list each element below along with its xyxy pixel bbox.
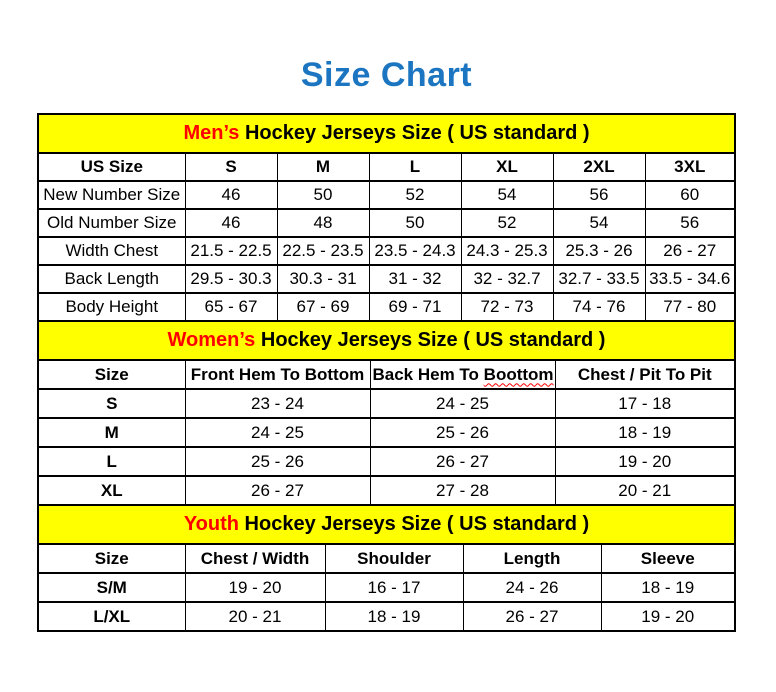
row-label-cell: New Number Size: [39, 181, 185, 209]
value-cell: 17 - 18: [555, 389, 734, 418]
value-cell: 25.3 - 26: [553, 237, 645, 265]
value-cell: 46: [185, 209, 277, 237]
row-label-cell: Back Length: [39, 265, 185, 293]
column-header-cell: Length: [463, 545, 601, 573]
mens-size-table: [39, 154, 734, 322]
page-title: Size Chart: [300, 56, 473, 94]
value-cell: 18 - 19: [555, 418, 734, 447]
table-row: [39, 181, 734, 209]
table-row: [39, 237, 734, 265]
column-header-cell: 3XL: [645, 154, 734, 181]
value-cell: 24.3 - 25.3: [461, 237, 553, 265]
womens-section-band: [39, 322, 734, 361]
value-cell: 24 - 25: [370, 389, 555, 418]
table-row: [39, 265, 734, 293]
row-label-cell: L/XL: [39, 602, 185, 630]
table-row: [39, 447, 734, 476]
value-cell: 50: [369, 209, 461, 237]
womens-header-row: [39, 361, 734, 389]
value-cell: 26 - 27: [185, 476, 370, 505]
value-cell: 48: [277, 209, 369, 237]
value-cell: 20 - 21: [185, 602, 325, 630]
value-cell: 56: [553, 181, 645, 209]
row-label-cell: Old Number Size: [39, 209, 185, 237]
misspelled-word-spellcheck-underline: Boottom: [483, 364, 554, 384]
row-label-cell: Body Height: [39, 293, 185, 321]
value-cell: 60: [645, 181, 734, 209]
mens-section-band: [39, 115, 734, 154]
column-header-cell: Size: [39, 545, 185, 573]
row-label-cell: S/M: [39, 573, 185, 602]
table-row: [39, 602, 734, 630]
column-header-text: Back Hem To: [372, 364, 484, 384]
column-header-cell-misspelled: [370, 361, 555, 389]
value-cell: 18 - 19: [325, 602, 463, 630]
value-cell: 56: [645, 209, 734, 237]
column-header-cell: L: [369, 154, 461, 181]
value-cell: 69 - 71: [369, 293, 461, 321]
row-label-cell: Width Chest: [39, 237, 185, 265]
youth-band-rest: Hockey Jerseys Size ( US standard ): [239, 513, 590, 535]
value-cell: 50: [277, 181, 369, 209]
value-cell: 21.5 - 22.5: [185, 237, 277, 265]
table-row: [39, 476, 734, 505]
table-row: [39, 209, 734, 237]
value-cell: 54: [553, 209, 645, 237]
value-cell: 26 - 27: [370, 447, 555, 476]
value-cell: 23 - 24: [185, 389, 370, 418]
mens-header-row: [39, 154, 734, 181]
value-cell: 54: [461, 181, 553, 209]
size-chart-frame: [37, 113, 736, 632]
column-header-cell: 2XL: [553, 154, 645, 181]
value-cell: 30.3 - 31: [277, 265, 369, 293]
mens-band-rest: Hockey Jerseys Size ( US standard ): [239, 122, 590, 144]
table-row: [39, 418, 734, 447]
column-header-cell: Chest / Pit To Pit: [555, 361, 734, 389]
womens-band-rest: Hockey Jerseys Size ( US standard ): [255, 329, 606, 351]
table-row: [39, 573, 734, 602]
column-header-cell: Front Hem To Bottom: [185, 361, 370, 389]
value-cell: 26 - 27: [463, 602, 601, 630]
column-header-cell: Size: [39, 361, 185, 389]
value-cell: 46: [185, 181, 277, 209]
value-cell: 24 - 26: [463, 573, 601, 602]
value-cell: 23.5 - 24.3: [369, 237, 461, 265]
row-label-cell: XL: [39, 476, 185, 505]
mens-section: [39, 115, 734, 322]
youth-size-table: [39, 545, 734, 630]
column-header-cell: M: [277, 154, 369, 181]
row-label-cell: L: [39, 447, 185, 476]
value-cell: 67 - 69: [277, 293, 369, 321]
table-row: [39, 389, 734, 418]
value-cell: 31 - 32: [369, 265, 461, 293]
value-cell: 25 - 26: [185, 447, 370, 476]
value-cell: 72 - 73: [461, 293, 553, 321]
row-label-cell: S: [39, 389, 185, 418]
column-header-cell: Shoulder: [325, 545, 463, 573]
value-cell: 74 - 76: [553, 293, 645, 321]
table-row: [39, 293, 734, 321]
womens-band-highlight: Women’s: [167, 329, 256, 351]
column-header-cell: XL: [461, 154, 553, 181]
value-cell: 52: [369, 181, 461, 209]
value-cell: 16 - 17: [325, 573, 463, 602]
column-header-cell: S: [185, 154, 277, 181]
mens-band-highlight: Men’s: [183, 122, 240, 144]
size-chart-page: [37, 56, 736, 632]
value-cell: 25 - 26: [370, 418, 555, 447]
value-cell: 32 - 32.7: [461, 265, 553, 293]
value-cell: 26 - 27: [645, 237, 734, 265]
value-cell: 19 - 20: [185, 573, 325, 602]
value-cell: 77 - 80: [645, 293, 734, 321]
value-cell: 52: [461, 209, 553, 237]
value-cell: 33.5 - 34.6: [645, 265, 734, 293]
value-cell: 27 - 28: [370, 476, 555, 505]
value-cell: 22.5 - 23.5: [277, 237, 369, 265]
value-cell: 19 - 20: [601, 602, 734, 630]
value-cell: 29.5 - 30.3: [185, 265, 277, 293]
value-cell: 65 - 67: [185, 293, 277, 321]
column-header-cell: Sleeve: [601, 545, 734, 573]
value-cell: 20 - 21: [555, 476, 734, 505]
youth-section-band: [39, 506, 734, 545]
value-cell: 32.7 - 33.5: [553, 265, 645, 293]
value-cell: 24 - 25: [185, 418, 370, 447]
column-header-cell: US Size: [39, 154, 185, 181]
womens-size-table: [39, 361, 734, 506]
womens-section: [39, 322, 734, 506]
column-header-cell: Chest / Width: [185, 545, 325, 573]
value-cell: 19 - 20: [555, 447, 734, 476]
value-cell: 18 - 19: [601, 573, 734, 602]
row-label-cell: M: [39, 418, 185, 447]
youth-header-row: [39, 545, 734, 573]
youth-section: [39, 506, 734, 630]
youth-band-highlight: Youth: [183, 513, 239, 535]
